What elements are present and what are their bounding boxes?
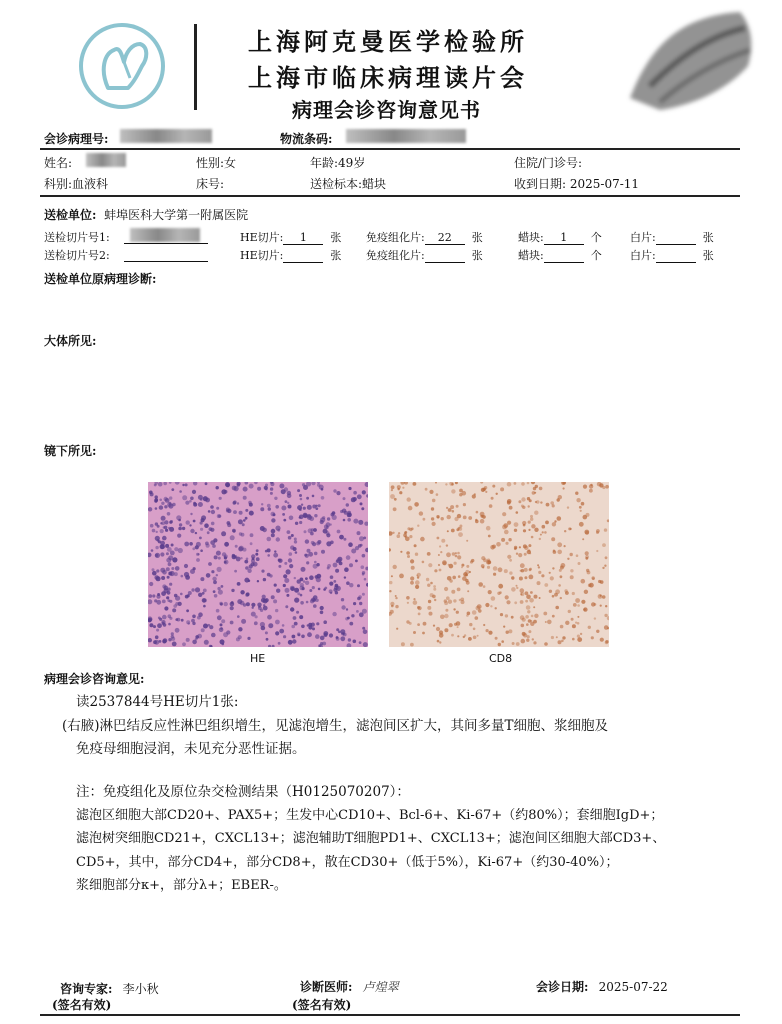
rule-bottom	[40, 1014, 740, 1016]
doctor-sign-note: (签名有效)	[292, 998, 352, 1012]
slide1-label: 送检切片号1:	[44, 231, 110, 244]
dept-label: 科别:	[44, 177, 73, 191]
date-label: 会诊日期:	[536, 980, 589, 994]
wax1-unit: 个	[590, 231, 602, 244]
logistics-label: 物流条码:	[280, 132, 333, 146]
he2-value	[283, 249, 323, 263]
ihc2-value	[425, 249, 465, 263]
admission-label: 住院/门诊号:	[514, 156, 583, 170]
ihc1-value: 22	[425, 231, 465, 245]
received-value: 2025-07-11	[569, 177, 640, 191]
white2-value	[656, 249, 696, 263]
gender-label: 性别:	[196, 156, 225, 170]
note-line: 注：免疫组化及原位杂交检测结果（H0125070207）：	[76, 784, 410, 800]
white2-unit: 张	[702, 249, 714, 262]
header-divider	[194, 24, 197, 110]
opinion-line: (右腋)淋巴结反应性淋巴组织增生，见滤泡增生，滤泡间区扩大，其间多量T细胞、浆细胞及	[62, 718, 609, 734]
age-value: 49岁	[338, 156, 366, 170]
opinion-line: 读2537844号HE切片1张:	[76, 694, 239, 710]
rule-mid	[40, 195, 740, 197]
cd8-caption: CD8	[489, 652, 513, 665]
white1-value	[656, 231, 696, 245]
case-no-redacted	[120, 129, 212, 143]
he2-label: HE切片:	[240, 249, 284, 262]
wax2-unit: 个	[590, 249, 602, 262]
he-image	[148, 482, 368, 647]
ihc1-unit: 张	[471, 231, 483, 244]
bed-label: 床号:	[196, 177, 225, 191]
date-value: 2025-07-22	[598, 980, 668, 994]
document-title: 病理会诊咨询意见书	[292, 98, 481, 122]
note-line: 浆细胞部分κ+，部分λ+；EBER-。	[76, 878, 287, 893]
seal-stamp	[620, 6, 760, 116]
name-redacted	[86, 153, 126, 167]
wax2-value	[544, 249, 584, 263]
logo-icon	[78, 22, 166, 110]
slide2-label: 送检切片号2:	[44, 249, 110, 262]
doctor-label: 诊断医师:	[300, 980, 353, 994]
wax2-label: 蜡块:	[518, 249, 544, 262]
micro-label: 镜下所见:	[44, 444, 97, 458]
wax1-value: 1	[544, 231, 584, 245]
he2-unit: 张	[330, 249, 342, 262]
slide1-redacted	[130, 228, 200, 242]
note-line: CD5+，其中，部分CD4+，部分CD8+，散在CD30+（低于5%），Ki-67+（约30-40%）；	[76, 855, 619, 870]
dept-value: 血液科	[72, 177, 109, 191]
unit-label: 送检单位:	[44, 208, 97, 222]
rule-top	[40, 148, 740, 150]
opinion-line: 免疫母细胞浸润，未见充分恶性证据。	[76, 741, 306, 757]
ihc1-label: 免疫组化片:	[366, 231, 425, 244]
specimen-label: 送检标本:	[310, 177, 363, 191]
white1-unit: 张	[702, 231, 714, 244]
gender-value: 女	[224, 156, 237, 170]
consultant-name: 李小秋	[122, 982, 159, 996]
slide1-underline	[124, 243, 208, 244]
consultant-sign-note: (签名有效)	[52, 998, 112, 1012]
white2-label: 白片:	[630, 249, 656, 262]
doctor-signature: 卢煌翠	[362, 980, 399, 994]
opinion-label: 病理会诊咨询意见:	[44, 672, 145, 686]
white1-label: 白片:	[630, 231, 656, 244]
unit-value: 蚌埠医科大学第一附属医院	[104, 208, 249, 222]
specimen-value: 蜡块	[362, 177, 387, 191]
he1-label: HE切片:	[240, 231, 284, 244]
name-label: 姓名:	[44, 156, 73, 170]
consultant-label: 咨询专家:	[60, 982, 113, 996]
note-line: 滤泡区细胞大部CD20+、PAX5+；生发中心CD10+、Bcl-6+、Ki-67+（约80%）；套细胞IgD+；	[76, 808, 664, 823]
orig-diagnosis-label: 送检单位原病理诊断:	[44, 272, 157, 286]
age-label: 年龄:	[310, 156, 339, 170]
note-line: 滤泡树突细胞CD21+，CXCL13+；滤泡辅助T细胞PD1+、CXCL13+；滤泡间区细胞大部CD3+、	[76, 831, 666, 846]
org-name-line2: 上海市临床病理读片会	[248, 64, 528, 92]
ihc2-unit: 张	[471, 249, 483, 262]
cd8-image	[389, 482, 609, 647]
ihc2-label: 免疫组化片:	[366, 249, 425, 262]
org-name-line1: 上海阿克曼医学检验所	[248, 28, 528, 56]
case-no-label: 会诊病理号:	[44, 132, 109, 146]
received-label: 收到日期:	[514, 177, 567, 191]
slide2-underline	[124, 261, 208, 262]
gross-label: 大体所见:	[44, 334, 97, 348]
he-caption: HE	[250, 652, 266, 665]
he1-value: 1	[283, 231, 323, 245]
logistics-redacted	[346, 129, 466, 143]
wax1-label: 蜡块:	[518, 231, 544, 244]
he1-unit: 张	[330, 231, 342, 244]
